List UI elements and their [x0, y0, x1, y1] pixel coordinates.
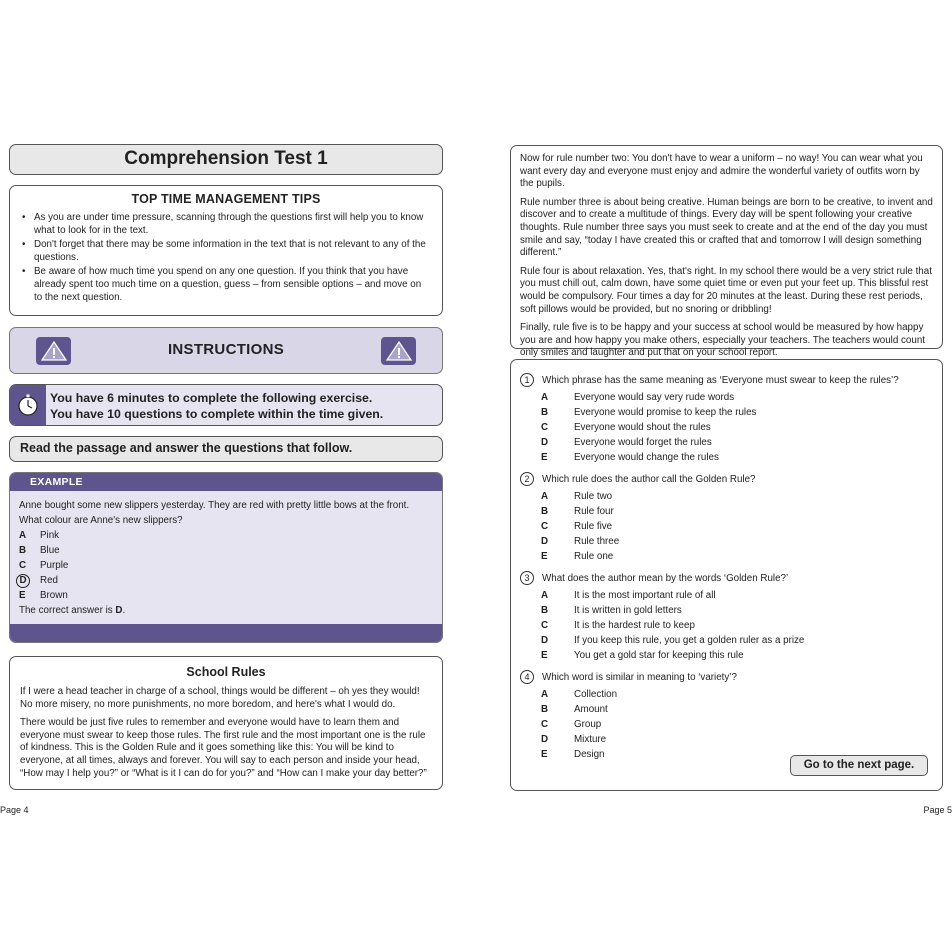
question-text: Which rule does the author call the Golden Rule?	[542, 473, 756, 485]
example-panel	[9, 472, 443, 643]
option-letter: C	[19, 560, 27, 571]
passage-panel	[9, 656, 443, 790]
passage-paragraph: If I were a head teacher in charge of a school, things would be different – oh yes they would! No more misery, no more punishments, no more boredom, and here's what I would do.	[20, 686, 420, 710]
question-1	[520, 372, 933, 465]
option-text: Pink	[40, 530, 60, 541]
answer-option[interactable]: D Rule three	[541, 536, 620, 547]
passage-paragraph: Now for rule number two: You don't have to wear a uniform – no way! You can wear what you want every day and everyone must enjoy and admire the wonderful variety of outfits worn by the pupils.	[520, 153, 923, 190]
answer-option[interactable]: B Everyone would promise to keep the rules	[541, 407, 757, 418]
answer-option[interactable]: A Rule two	[541, 491, 613, 502]
instructions-label: INSTRUCTIONS	[167, 341, 285, 358]
answer-option[interactable]: C It is the hardest rule to keep	[541, 620, 695, 631]
tips-list	[20, 212, 432, 304]
question-text: Which phrase has the same meaning as ‘Everyone must swear to keep the rules’?	[542, 374, 899, 386]
answer-option[interactable]: A Everyone would say very rude words	[541, 392, 735, 403]
answer-option[interactable]: E Rule one	[541, 551, 614, 562]
example-label: EXAMPLE	[10, 473, 442, 491]
answer-option[interactable]: D Everyone would forget the rules	[541, 437, 712, 448]
answer-option[interactable]: A Collection	[541, 689, 618, 700]
answer-option[interactable]: C Group	[541, 719, 602, 730]
answer-option[interactable]: D If you keep this rule, you get a golden ruler as a prize	[541, 635, 805, 646]
answer-option[interactable]: D Mixture	[541, 734, 607, 745]
option-letter: A	[19, 530, 27, 541]
passage-title: School Rules	[186, 665, 266, 679]
tip-item: • Be aware of how much time you spend on any one question. If you think that you have already spent too much time on a question, guess – from sensible options – and move on to the next question.	[20, 266, 432, 304]
answer-option[interactable]: E Design	[541, 749, 605, 760]
passage-paragraph: Finally, rule five is to be happy and your success at school would be measured by how happy you are and how happy you make others, especially your teachers. The teachers would count only smiles and laughter and put that on your school report.	[520, 322, 925, 359]
example-option-selected	[19, 573, 434, 588]
answer-option[interactable]: C Everyone would shout the rules	[541, 422, 711, 433]
time-limit-panel	[9, 384, 443, 426]
tips-title: TOP TIME MANAGEMENT TIPS	[131, 192, 321, 206]
answer-option[interactable]: C Rule five	[541, 521, 613, 532]
time-limit-line: You have 6 minutes to complete the following exercise.	[50, 391, 373, 405]
passage-paragraph: There would be just five rules to remember and everyone would have to learn them and everyone must swear to keep those rules. The first rule and the most important one is the rule of kindness. This is the Golden Rule and it goes something like this: You will be kind to everyone, at all times, always and forever. You will say to each person and inside your head, “How may I help you?” or “What is it I can do for you?” and “How can I make your day better?”	[20, 717, 427, 779]
example-option	[19, 558, 434, 573]
test-title: Comprehension Test 1	[9, 144, 443, 175]
tip-item: • As you are under time pressure, scanning through the questions first will help you to know what to look for in the text.	[20, 212, 432, 237]
next-page-button[interactable]: Go to the next page.	[790, 755, 928, 776]
question-3	[520, 570, 933, 663]
answer-option[interactable]: A It is the most important rule of all	[541, 590, 716, 601]
question-number: 1	[520, 373, 534, 387]
time-limit-text	[50, 390, 383, 422]
example-option	[19, 528, 434, 543]
answer-option[interactable]: B Amount	[541, 704, 608, 715]
passage-paragraph: Rule number three is about being creative. Human beings are born to be creative, to invent and discover and to create a multitude of things. Every day will be spent following your creative thoughts. Rule number three says you must seek to create and at the end of the day you must smile and say, “today I have created this or crafted that and tomorrow I will design something different.”	[520, 196, 933, 259]
read-instruction: Read the passage and answer the questions that follow.	[9, 436, 443, 462]
example-footer-bar	[10, 624, 442, 642]
example-option	[19, 588, 434, 603]
question-2	[520, 471, 933, 564]
option-letter: E	[19, 590, 26, 601]
page-number-right: Page 5	[923, 805, 952, 815]
example-text: Anne bought some new slippers yesterday. They are red with pretty little bows at the front.	[19, 500, 410, 511]
question-text: What does the author mean by the words ‘Golden Rule?’	[542, 572, 789, 584]
answer-option[interactable]: E Everyone would change the rules	[541, 452, 719, 463]
option-text: Brown	[40, 590, 68, 601]
example-answer: The correct answer is D.	[19, 605, 126, 616]
answer-option[interactable]: B Rule four	[541, 506, 614, 517]
example-question: What colour are Anne's new slippers?	[19, 515, 183, 526]
example-option	[19, 543, 434, 558]
question-number: 3	[520, 571, 534, 585]
option-text: Purple	[40, 560, 69, 571]
question-number: 2	[520, 472, 534, 486]
questions-panel	[510, 359, 943, 791]
time-tips-panel	[9, 185, 443, 316]
tip-item: • Don't forget that there may be some information in the text that is not relevant to any of the questions.	[20, 239, 432, 264]
question-text: Which word is similar in meaning to ‘variety’?	[542, 671, 737, 683]
passage-continued-panel	[510, 145, 943, 359]
question-4	[520, 669, 933, 762]
selected-answer-circle: D	[16, 574, 30, 588]
option-text: Blue	[40, 545, 60, 556]
instructions-banner	[9, 327, 443, 374]
page-number-left: Page 4	[0, 805, 29, 815]
passage-paragraph: Rule four is about relaxation. Yes, that's right. In my school there would be a very strict rule that you must chill out, calm down, have some quiet time or even put your feet up. This blissful rest would be compulsory. Four times a day for 20 minutes at the least. During these rest periods, soft pillows would be provided, but no snoring or dribbling!	[520, 265, 932, 315]
answer-option[interactable]: E You get a gold star for keeping this rule	[541, 650, 744, 661]
option-letter: B	[19, 545, 27, 556]
answer-option[interactable]: B It is written in gold letters	[541, 605, 682, 616]
option-text: Red	[40, 575, 58, 586]
question-count-line: You have 10 questions to complete within the time given.	[50, 407, 384, 421]
stopwatch-icon	[10, 385, 46, 425]
warning-icon	[381, 337, 416, 365]
question-number: 4	[520, 670, 534, 684]
